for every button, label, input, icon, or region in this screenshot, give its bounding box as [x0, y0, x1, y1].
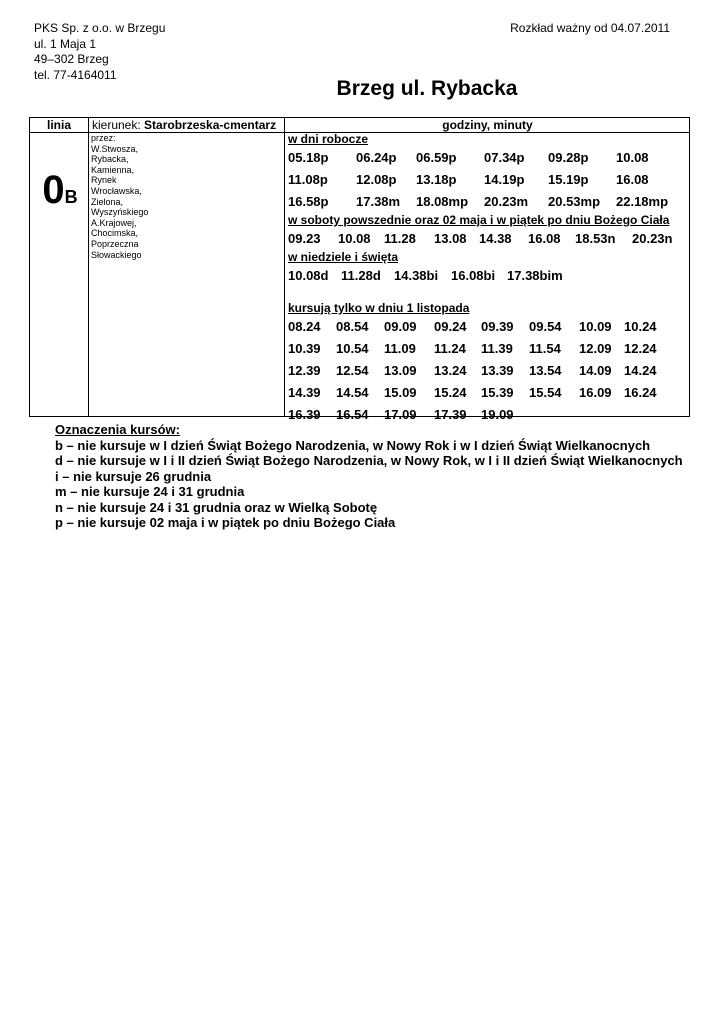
departure-time: 13.09 — [384, 363, 417, 378]
route-stop: Kamienna, — [91, 164, 135, 175]
departure-time: 10.08d — [288, 268, 329, 283]
time-row — [288, 228, 690, 250]
departure-time: 13.08 — [434, 231, 467, 246]
departure-time: 22.18mp — [616, 194, 669, 209]
departure-time: 10.24 — [624, 319, 657, 334]
departure-time: 10.09 — [579, 319, 612, 334]
route-stop: Rynek — [91, 175, 117, 186]
legend-item: m – nie kursuje 24 i 31 grudnia — [55, 484, 245, 499]
route-stop: Wrocławska, — [91, 185, 142, 196]
legend-item: p – nie kursuje 02 maja i w piątek po dniu Bożego Ciała — [55, 515, 396, 530]
departure-time: 09.23 — [288, 231, 321, 246]
departure-time: 15.09 — [384, 385, 417, 400]
departure-time: 11.54 — [529, 341, 561, 356]
departure-time: 15.54 — [529, 385, 562, 400]
direction-name: Starobrzeska-cmentarz — [144, 118, 277, 132]
departure-time: 16.54 — [336, 407, 369, 422]
legend-title: Oznaczenia kursów: — [55, 422, 180, 437]
departure-time: 08.24 — [288, 319, 321, 334]
company-street: ul. 1 Maja 1 — [34, 36, 97, 51]
departure-time: 13.54 — [529, 363, 562, 378]
route-stop: przez: — [91, 133, 116, 143]
departure-time: 11.28d — [341, 268, 381, 283]
departure-time: 12.08p — [356, 172, 397, 187]
departure-time: 15.24 — [434, 385, 467, 400]
company-phone: tel. 77-4164011 — [34, 67, 117, 82]
departure-time: 17.09 — [384, 407, 417, 422]
departure-time: 06.24p — [356, 150, 397, 165]
departure-time: 14.19p — [484, 172, 525, 187]
departure-time: 13.24 — [434, 363, 467, 378]
departure-time: 16.58p — [288, 194, 329, 209]
departure-time: 16.08 — [528, 231, 561, 246]
departure-time: 15.19p — [548, 172, 589, 187]
departure-time: 11.09 — [384, 341, 416, 356]
time-row — [288, 316, 690, 338]
route-stop: A.Krajowej, — [91, 217, 137, 228]
company-postal: 49–302 Brzeg — [34, 52, 109, 66]
route-stop: Rybacka, — [91, 154, 129, 165]
departure-time: 12.54 — [336, 363, 369, 378]
departure-time: 08.54 — [336, 319, 369, 334]
departure-time: 14.38bi — [394, 268, 439, 283]
departure-time: 20.23m — [484, 194, 529, 209]
line-number-suffix: B — [64, 187, 78, 207]
divider — [284, 118, 285, 416]
departure-time: 11.39 — [481, 341, 513, 356]
time-row — [288, 360, 690, 382]
route-stop: Poprzeczna — [91, 238, 139, 249]
valid-from: Rozkład ważny od 04.07.2011 — [510, 21, 670, 35]
legend-item: n – nie kursuje 24 i 31 grudnia oraz w Wielką Sobotę — [55, 499, 378, 515]
timetable — [29, 117, 690, 422]
departure-time: 15.39 — [481, 385, 514, 400]
page-title: Brzeg ul. Rybacka — [336, 77, 518, 100]
time-row — [288, 191, 690, 213]
departure-time: 14.54 — [336, 385, 369, 400]
departure-time: 18.53n — [575, 231, 616, 246]
departure-time: 12.09 — [579, 341, 612, 356]
legend-item: i – nie kursuje 26 grudnia — [55, 468, 212, 484]
departure-time: 14.24 — [624, 363, 657, 378]
departure-time: 17.39 — [434, 407, 467, 422]
time-row — [288, 169, 690, 191]
schedule — [288, 132, 690, 426]
time-row — [288, 338, 690, 360]
departure-time: 11.28 — [384, 231, 416, 246]
legend-item: d – nie kursuje w I i II dzień Świąt Bożego Narodzenia, w Nowy Rok, w I i II dzień Świąt Wielkanocnych — [55, 453, 683, 468]
departure-time: 09.54 — [529, 319, 562, 334]
departure-time: 14.38 — [479, 231, 512, 246]
departure-time: 11.24 — [434, 341, 466, 356]
departure-time: 16.09 — [579, 385, 612, 400]
line-number-main: 0 — [42, 168, 65, 212]
col-header-times: godziny, minuty — [442, 118, 533, 132]
departure-time: 09.39 — [481, 319, 514, 334]
departure-time: 05.18p — [288, 150, 329, 165]
departure-time: 14.09 — [579, 363, 612, 378]
route-stop: Słowackiego — [91, 249, 142, 260]
legend — [55, 422, 683, 531]
departure-time: 13.39 — [481, 363, 514, 378]
departure-time: 17.38m — [356, 194, 401, 209]
company-info — [34, 21, 165, 83]
route-stop: W.Stwosza, — [91, 143, 139, 154]
departure-time: 20.23n — [632, 231, 673, 246]
time-row — [288, 147, 690, 169]
direction-prefix: kierunek: — [92, 118, 145, 132]
time-row — [288, 382, 690, 404]
section-label-sundays: w niedziele i święta — [288, 250, 399, 264]
departure-time: 16.08bi — [451, 268, 496, 283]
departure-time: 06.59p — [416, 150, 457, 165]
section-label-nov1: kursują tylko w dniu 1 listopada — [288, 301, 470, 315]
departure-time: 09.09 — [384, 319, 417, 334]
departure-time: 10.08 — [616, 150, 649, 165]
departure-time: 12.24 — [624, 341, 657, 356]
route-stops — [91, 133, 281, 260]
departure-time: 17.38bim — [507, 268, 563, 283]
line-number — [33, 168, 87, 213]
company-name: PKS Sp. z o.o. w Brzegu — [34, 21, 166, 35]
route-stop: Chocimska, — [91, 228, 139, 239]
departure-time: 09.28p — [548, 150, 589, 165]
departure-time: 18.08mp — [416, 194, 469, 209]
departure-time: 19.09 — [481, 407, 514, 422]
time-row — [288, 265, 690, 287]
divider — [88, 118, 89, 416]
departure-time: 20.53mp — [548, 194, 601, 209]
departure-time: 16.39 — [288, 407, 321, 422]
departure-time: 14.39 — [288, 385, 321, 400]
section-label-weekdays: w dni robocze — [288, 132, 369, 146]
section-label-saturdays: w soboty powszednie oraz 02 maja i w piątek po dniu Bożego Ciała — [288, 213, 670, 227]
departure-time: 07.34p — [484, 150, 525, 165]
col-header-line: linia — [46, 118, 71, 132]
departure-time: 13.18p — [416, 172, 457, 187]
legend-item: b – nie kursuje w I dzień Świąt Bożego Narodzenia, w Nowy Rok i w I dzień Świąt Wielkanocnych — [55, 437, 651, 453]
legend-items — [55, 438, 683, 531]
col-header-direction — [92, 118, 282, 132]
departure-time: 16.24 — [624, 385, 657, 400]
route-stop: Zielona, — [91, 196, 124, 207]
departure-time: 11.08p — [288, 172, 328, 187]
departure-time: 09.24 — [434, 319, 467, 334]
departure-time: 16.08 — [616, 172, 649, 187]
departure-time: 10.54 — [336, 341, 369, 356]
departure-time: 10.08 — [338, 231, 371, 246]
route-stop: Wyszyńskiego — [91, 207, 149, 218]
departure-time: 10.39 — [288, 341, 321, 356]
departure-time: 12.39 — [288, 363, 321, 378]
